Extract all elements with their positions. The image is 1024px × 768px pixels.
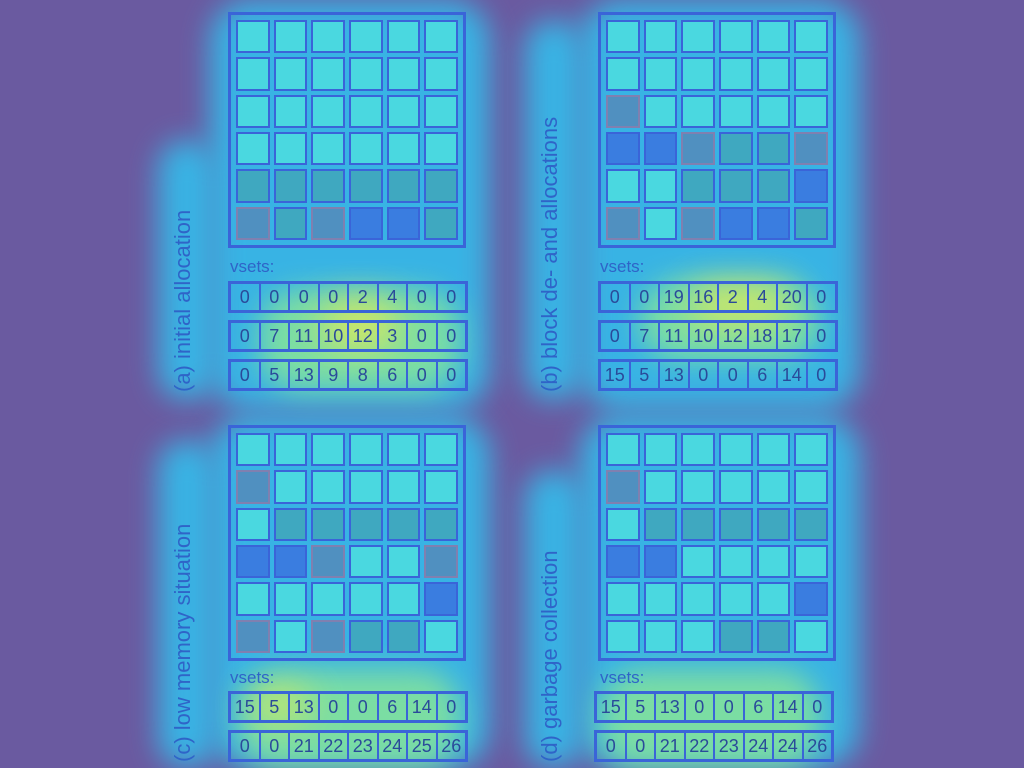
memory-block bbox=[719, 95, 753, 128]
vsets-cell: 15 bbox=[234, 697, 255, 717]
memory-block bbox=[757, 470, 791, 503]
memory-block bbox=[311, 470, 345, 503]
vsets-cell: 18 bbox=[747, 323, 777, 349]
memory-block bbox=[719, 57, 753, 90]
memory-block bbox=[794, 57, 828, 90]
vsets-cell: 19 bbox=[658, 284, 688, 310]
memory-block bbox=[719, 620, 753, 653]
memory-block bbox=[644, 620, 678, 653]
memory-block bbox=[757, 132, 791, 165]
vsets-cell: 0 bbox=[347, 694, 377, 720]
memory-block bbox=[387, 545, 421, 578]
panel-label: (d) garbage collection bbox=[537, 550, 562, 762]
memory-block bbox=[424, 582, 458, 615]
vsets-cell: 5 bbox=[259, 362, 289, 388]
memory-block bbox=[606, 57, 640, 90]
memory-block bbox=[349, 132, 383, 165]
memory-block bbox=[719, 582, 753, 615]
memory-block bbox=[236, 57, 270, 90]
memory-block bbox=[424, 620, 458, 653]
memory-block bbox=[681, 95, 715, 128]
memory-block bbox=[606, 169, 640, 202]
vsets-cell: 0 bbox=[239, 736, 250, 756]
vsets-cell: 0 bbox=[806, 284, 836, 310]
memory-block bbox=[311, 95, 345, 128]
memory-block bbox=[387, 57, 421, 90]
panel-label: (b) block de- and allocations bbox=[537, 116, 562, 392]
vsets-row bbox=[594, 730, 834, 762]
vsets-cell: 0 bbox=[406, 284, 436, 310]
vsets-row bbox=[598, 281, 838, 313]
memory-block bbox=[757, 620, 791, 653]
memory-block bbox=[644, 132, 678, 165]
vsets-cell: 25 bbox=[406, 733, 436, 759]
memory-block bbox=[719, 470, 753, 503]
memory-block bbox=[794, 433, 828, 466]
memory-block bbox=[311, 20, 345, 53]
vsets-cell: 0 bbox=[688, 362, 718, 388]
memory-block bbox=[606, 545, 640, 578]
vsets-cell: 0 bbox=[406, 362, 436, 388]
memory-block bbox=[311, 169, 345, 202]
vsets-cell: 0 bbox=[625, 733, 655, 759]
memory-block bbox=[349, 207, 383, 240]
memory-block bbox=[794, 508, 828, 541]
vsets-cell: 0 bbox=[609, 326, 620, 346]
vsets-cell: 0 bbox=[239, 326, 250, 346]
vsets-row bbox=[598, 320, 838, 352]
memory-block bbox=[644, 470, 678, 503]
vsets-cell: 22 bbox=[684, 733, 714, 759]
memory-block bbox=[349, 169, 383, 202]
memory-block bbox=[349, 582, 383, 615]
vsets-cell: 5 bbox=[259, 694, 289, 720]
memory-block bbox=[274, 132, 308, 165]
memory-block bbox=[349, 508, 383, 541]
vsets-cell: 0 bbox=[802, 694, 832, 720]
vsets-cell: 23 bbox=[347, 733, 377, 759]
memory-block bbox=[719, 433, 753, 466]
memory-block bbox=[681, 207, 715, 240]
memory-block bbox=[274, 20, 308, 53]
memory-block bbox=[274, 545, 308, 578]
memory-block bbox=[349, 433, 383, 466]
vsets-row bbox=[228, 730, 468, 762]
vsets-cell: 20 bbox=[776, 284, 806, 310]
memory-block bbox=[387, 620, 421, 653]
vsets-label: vsets: bbox=[600, 257, 645, 276]
vsets-cell: 0 bbox=[717, 362, 747, 388]
memory-block bbox=[757, 169, 791, 202]
memory-block bbox=[644, 582, 678, 615]
vsets-cell: 12 bbox=[347, 323, 377, 349]
memory-block bbox=[681, 20, 715, 53]
memory-block bbox=[311, 582, 345, 615]
memory-block bbox=[644, 169, 678, 202]
vsets-cell: 16 bbox=[688, 284, 718, 310]
memory-block bbox=[606, 95, 640, 128]
memory-grid bbox=[598, 12, 836, 248]
vsets-row bbox=[228, 320, 468, 352]
vsets-cell: 6 bbox=[377, 694, 407, 720]
memory-block bbox=[311, 620, 345, 653]
vsets-cell: 15 bbox=[600, 697, 621, 717]
vsets-cell: 11 bbox=[658, 323, 688, 349]
memory-block bbox=[236, 470, 270, 503]
memory-block bbox=[719, 508, 753, 541]
vsets-row bbox=[598, 359, 838, 391]
vsets-cell: 13 bbox=[288, 362, 318, 388]
memory-block bbox=[424, 508, 458, 541]
memory-block bbox=[606, 620, 640, 653]
memory-block bbox=[387, 207, 421, 240]
vsets-cell: 0 bbox=[259, 284, 289, 310]
vsets-cell: 7 bbox=[259, 323, 289, 349]
memory-block bbox=[794, 470, 828, 503]
memory-grid bbox=[598, 425, 836, 661]
memory-block bbox=[757, 433, 791, 466]
memory-block bbox=[757, 508, 791, 541]
memory-block bbox=[424, 433, 458, 466]
vsets-cell: 26 bbox=[802, 733, 832, 759]
memory-block bbox=[644, 20, 678, 53]
memory-block bbox=[349, 620, 383, 653]
memory-block bbox=[387, 95, 421, 128]
vsets-cell: 17 bbox=[776, 323, 806, 349]
memory-block bbox=[236, 545, 270, 578]
vsets-cell: 21 bbox=[654, 733, 684, 759]
vsets-cell: 0 bbox=[684, 694, 714, 720]
vsets-cell: 12 bbox=[717, 323, 747, 349]
memory-block bbox=[274, 169, 308, 202]
vsets-cell: 24 bbox=[743, 733, 773, 759]
memory-block bbox=[794, 20, 828, 53]
memory-block bbox=[681, 545, 715, 578]
memory-block bbox=[719, 545, 753, 578]
memory-block bbox=[794, 582, 828, 615]
memory-block bbox=[424, 57, 458, 90]
memory-block bbox=[274, 95, 308, 128]
memory-block bbox=[424, 132, 458, 165]
memory-block bbox=[681, 132, 715, 165]
memory-block bbox=[236, 132, 270, 165]
vsets-row bbox=[228, 691, 468, 723]
memory-block bbox=[757, 545, 791, 578]
memory-block bbox=[757, 20, 791, 53]
vsets-cell: 0 bbox=[436, 694, 466, 720]
memory-block bbox=[606, 582, 640, 615]
memory-block bbox=[349, 545, 383, 578]
memory-block bbox=[236, 620, 270, 653]
memory-block bbox=[236, 95, 270, 128]
memory-block bbox=[644, 207, 678, 240]
memory-block bbox=[644, 433, 678, 466]
vsets-cell: 21 bbox=[288, 733, 318, 759]
memory-block bbox=[424, 545, 458, 578]
vsets-cell: 11 bbox=[288, 323, 318, 349]
memory-block bbox=[681, 169, 715, 202]
memory-grid bbox=[228, 12, 466, 248]
vsets-cell: 14 bbox=[406, 694, 436, 720]
memory-block bbox=[274, 470, 308, 503]
memory-block bbox=[311, 545, 345, 578]
vsets-cell: 0 bbox=[318, 694, 348, 720]
vsets-cell: 4 bbox=[747, 284, 777, 310]
vsets-cell: 6 bbox=[377, 362, 407, 388]
vsets-cell: 0 bbox=[713, 694, 743, 720]
memory-block bbox=[387, 582, 421, 615]
memory-block bbox=[274, 582, 308, 615]
memory-block bbox=[349, 57, 383, 90]
vsets-cell: 4 bbox=[377, 284, 407, 310]
memory-block bbox=[794, 545, 828, 578]
vsets-cell: 0 bbox=[318, 284, 348, 310]
memory-block bbox=[274, 433, 308, 466]
memory-block bbox=[606, 132, 640, 165]
memory-block bbox=[387, 470, 421, 503]
memory-block bbox=[644, 508, 678, 541]
vsets-cell: 0 bbox=[239, 287, 250, 307]
panel-label: (c) low memory situation bbox=[170, 523, 195, 762]
vsets-cell: 14 bbox=[776, 362, 806, 388]
memory-block bbox=[349, 20, 383, 53]
memory-block bbox=[311, 207, 345, 240]
vsets-cell: 0 bbox=[436, 362, 466, 388]
memory-block bbox=[387, 508, 421, 541]
memory-block bbox=[424, 207, 458, 240]
vsets-cell: 13 bbox=[658, 362, 688, 388]
memory-block bbox=[274, 508, 308, 541]
vsets-cell: 0 bbox=[239, 365, 250, 385]
memory-block bbox=[236, 582, 270, 615]
memory-block bbox=[719, 20, 753, 53]
memory-block bbox=[794, 169, 828, 202]
memory-block bbox=[311, 57, 345, 90]
vsets-cell: 3 bbox=[377, 323, 407, 349]
memory-block bbox=[424, 95, 458, 128]
memory-block bbox=[606, 433, 640, 466]
memory-block bbox=[681, 582, 715, 615]
memory-block bbox=[606, 207, 640, 240]
memory-grid bbox=[228, 425, 466, 661]
memory-block bbox=[794, 95, 828, 128]
vsets-label: vsets: bbox=[230, 668, 275, 687]
vsets-cell: 6 bbox=[747, 362, 777, 388]
memory-block bbox=[387, 132, 421, 165]
memory-block bbox=[794, 207, 828, 240]
memory-block bbox=[681, 508, 715, 541]
memory-block bbox=[757, 95, 791, 128]
memory-block bbox=[719, 169, 753, 202]
memory-block bbox=[236, 169, 270, 202]
memory-block bbox=[387, 433, 421, 466]
vsets-cell: 23 bbox=[713, 733, 743, 759]
vsets-cell: 0 bbox=[259, 733, 289, 759]
memory-block bbox=[757, 57, 791, 90]
memory-block bbox=[606, 470, 640, 503]
vsets-cell: 10 bbox=[318, 323, 348, 349]
memory-block bbox=[274, 207, 308, 240]
vsets-row bbox=[228, 281, 468, 313]
memory-block bbox=[606, 20, 640, 53]
vsets-cell: 13 bbox=[288, 694, 318, 720]
vsets-cell: 0 bbox=[436, 323, 466, 349]
vsets-cell: 0 bbox=[806, 362, 836, 388]
memory-block bbox=[681, 620, 715, 653]
vsets-row bbox=[594, 691, 834, 723]
vsets-cell: 5 bbox=[629, 362, 659, 388]
vsets-cell: 0 bbox=[288, 284, 318, 310]
vsets-cell: 0 bbox=[436, 284, 466, 310]
vsets-cell: 24 bbox=[377, 733, 407, 759]
vsets-label: vsets: bbox=[600, 668, 645, 687]
vsets-cell: 13 bbox=[654, 694, 684, 720]
vsets-cell: 6 bbox=[743, 694, 773, 720]
vsets-cell: 15 bbox=[604, 365, 625, 385]
memory-block bbox=[424, 470, 458, 503]
vsets-cell: 14 bbox=[772, 694, 802, 720]
vsets-cell: 8 bbox=[347, 362, 377, 388]
memory-block bbox=[606, 508, 640, 541]
vsets-cell: 0 bbox=[629, 284, 659, 310]
memory-block bbox=[274, 620, 308, 653]
memory-block bbox=[387, 20, 421, 53]
vsets-cell: 7 bbox=[629, 323, 659, 349]
memory-block bbox=[311, 132, 345, 165]
memory-block bbox=[644, 95, 678, 128]
memory-block bbox=[274, 57, 308, 90]
vsets-cell: 26 bbox=[436, 733, 466, 759]
memory-block bbox=[794, 620, 828, 653]
memory-block bbox=[681, 57, 715, 90]
memory-block bbox=[311, 433, 345, 466]
memory-block bbox=[757, 207, 791, 240]
memory-block bbox=[311, 508, 345, 541]
memory-block bbox=[719, 207, 753, 240]
memory-block bbox=[424, 20, 458, 53]
vsets-cell: 9 bbox=[318, 362, 348, 388]
vsets-label: vsets: bbox=[230, 257, 275, 276]
memory-block bbox=[236, 20, 270, 53]
vsets-cell: 0 bbox=[609, 287, 620, 307]
memory-block bbox=[236, 433, 270, 466]
memory-block bbox=[236, 207, 270, 240]
memory-block bbox=[387, 169, 421, 202]
vsets-cell: 2 bbox=[347, 284, 377, 310]
panel-label: (a) initial allocation bbox=[170, 209, 195, 392]
memory-block bbox=[681, 433, 715, 466]
memory-block bbox=[349, 470, 383, 503]
memory-block bbox=[644, 545, 678, 578]
memory-block bbox=[349, 95, 383, 128]
vsets-cell: 0 bbox=[406, 323, 436, 349]
vsets-cell: 0 bbox=[806, 323, 836, 349]
memory-block bbox=[644, 57, 678, 90]
memory-block bbox=[719, 132, 753, 165]
memory-block bbox=[794, 132, 828, 165]
memory-block bbox=[757, 582, 791, 615]
memory-block bbox=[681, 470, 715, 503]
vsets-cell: 22 bbox=[318, 733, 348, 759]
memory-block bbox=[236, 508, 270, 541]
vsets-row bbox=[228, 359, 468, 391]
vsets-cell: 10 bbox=[688, 323, 718, 349]
vsets-cell: 2 bbox=[717, 284, 747, 310]
memory-block bbox=[424, 169, 458, 202]
vsets-cell: 5 bbox=[625, 694, 655, 720]
vsets-cell: 24 bbox=[772, 733, 802, 759]
vsets-cell: 0 bbox=[605, 736, 616, 756]
